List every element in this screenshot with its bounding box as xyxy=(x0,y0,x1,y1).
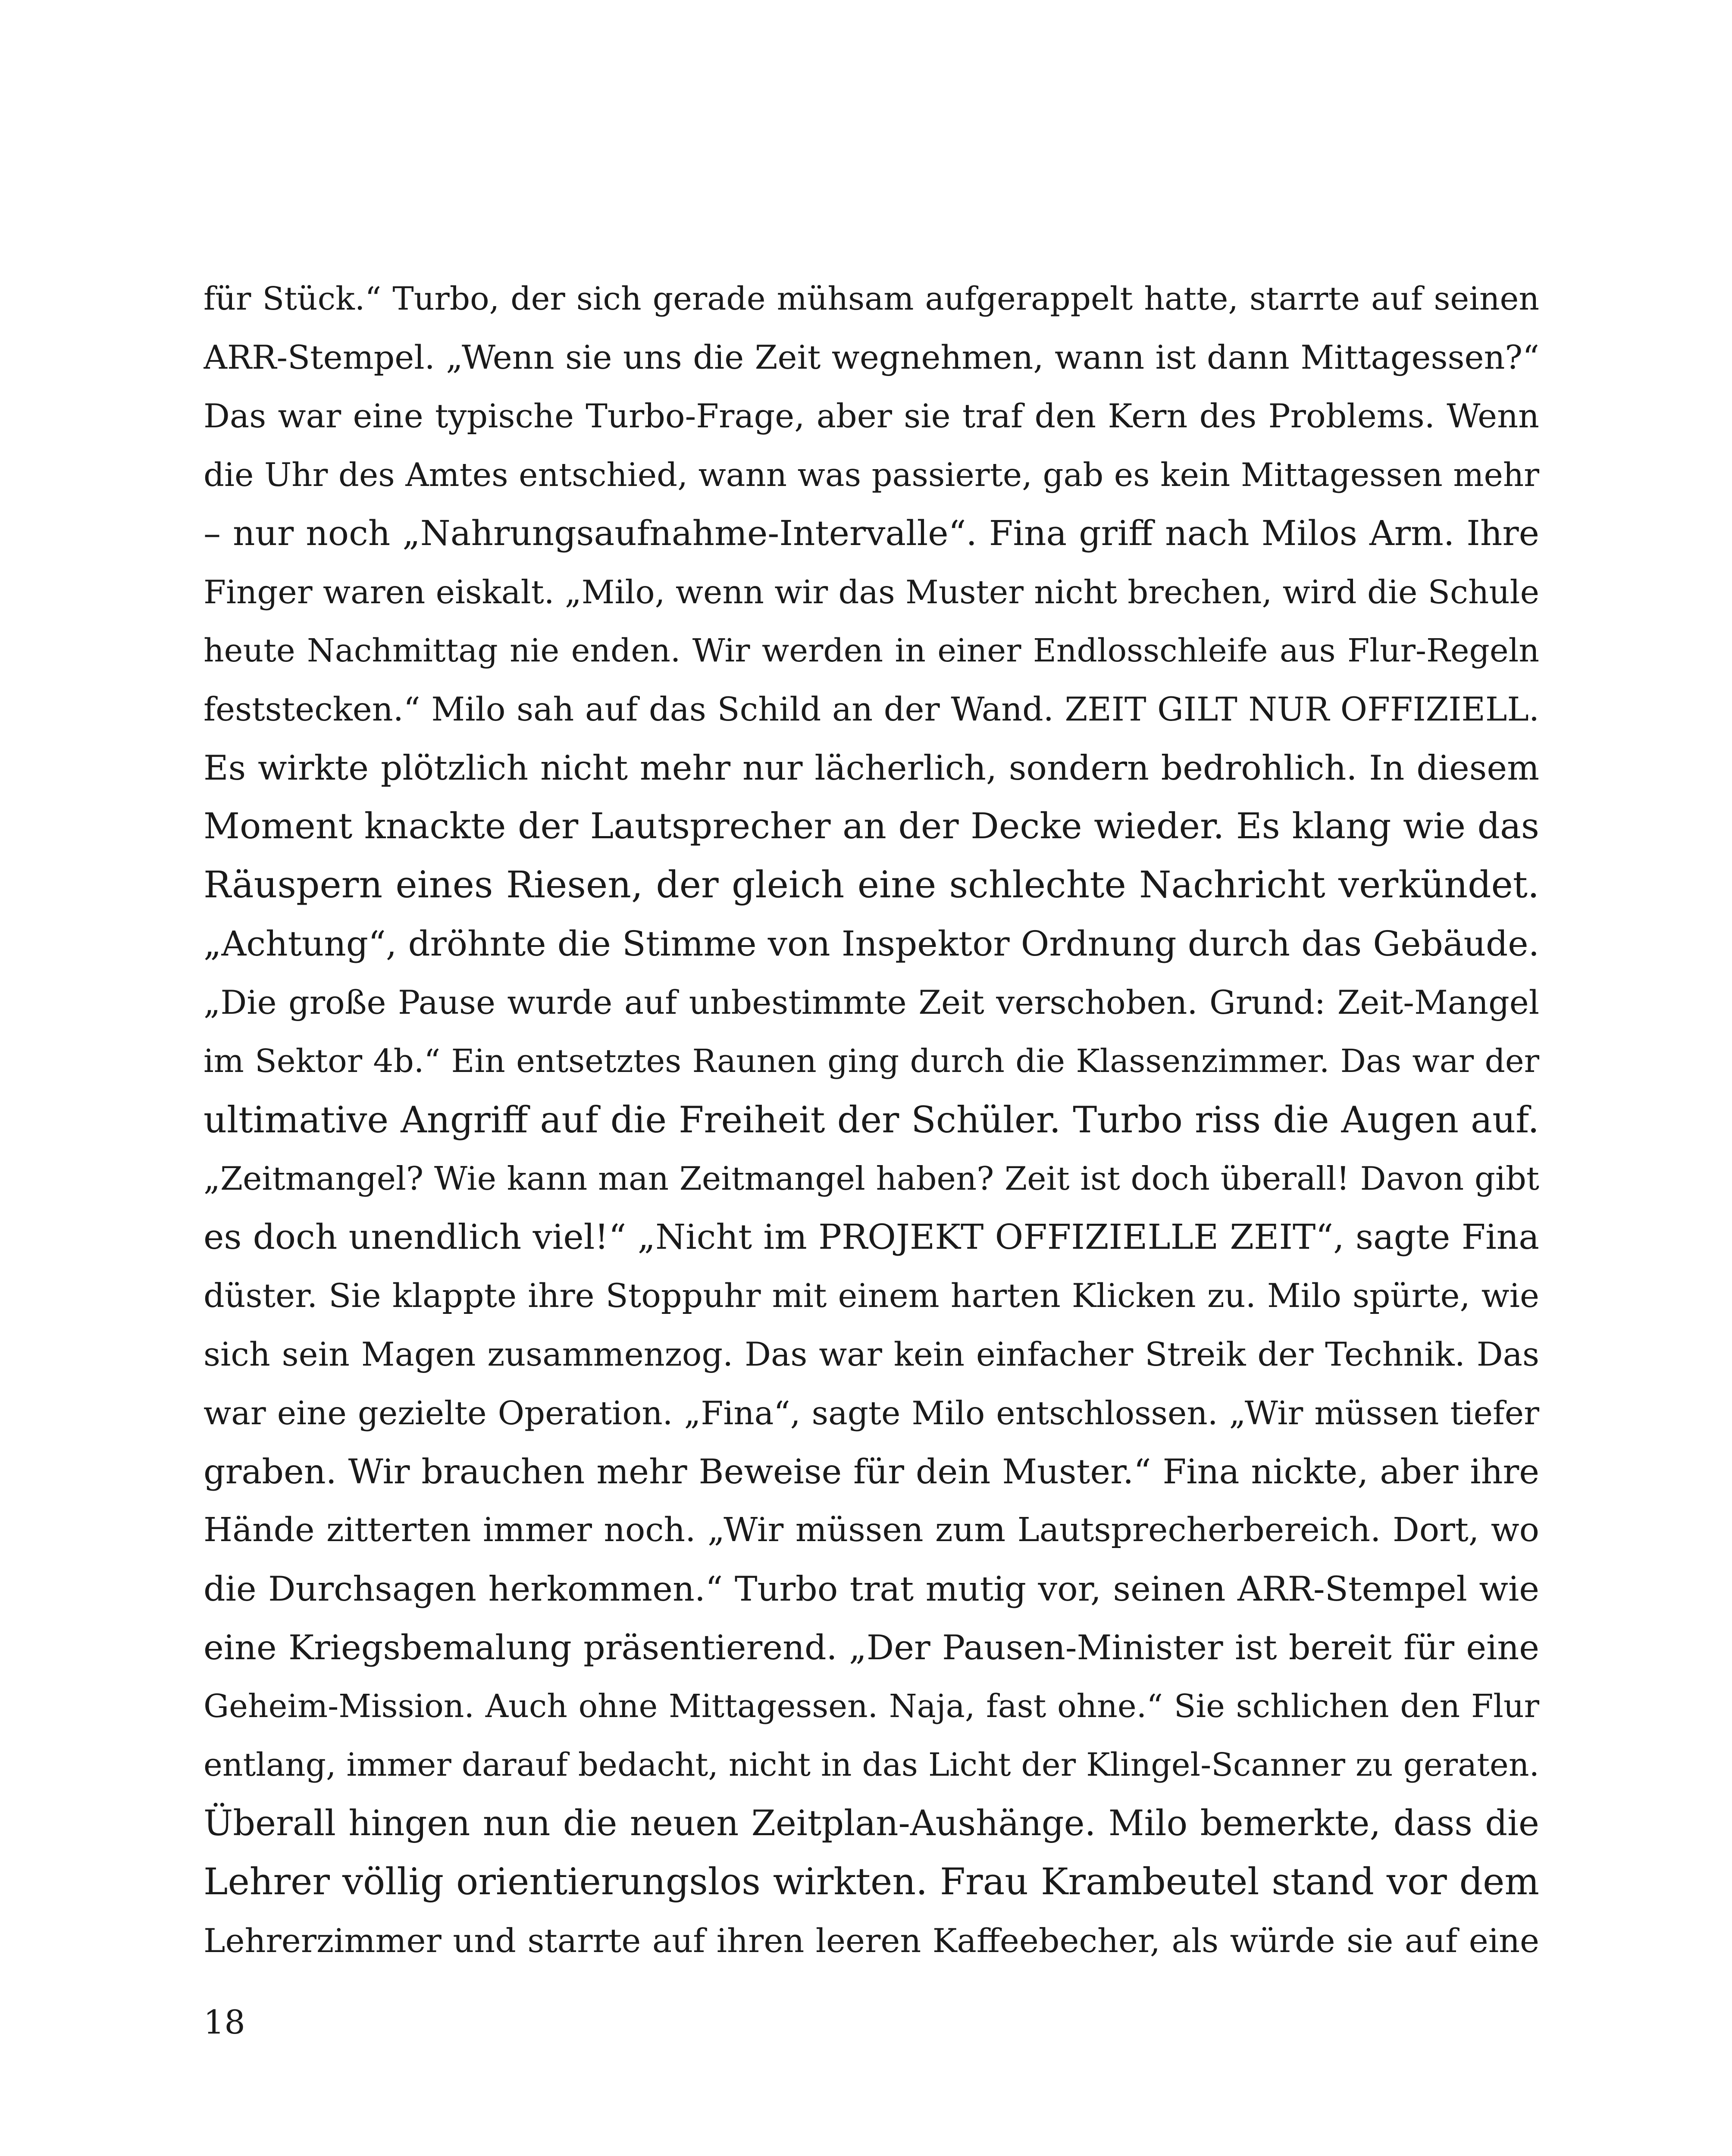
text-line: Geheim-Mission. Auch ohne Mittagessen. Naja, fast ohne.“ Sie schlichen den Flur xyxy=(204,1688,1539,1725)
text-line: Moment knackte der Lautsprecher an der Decke wieder. Es klang wie das xyxy=(204,806,1539,847)
text-line: heute Nachmittag nie enden. Wir werden in einer Endlosschleife aus Flur-Regeln xyxy=(204,632,1539,669)
text-line: Das war eine typische Turbo-Frage, aber sie traf den Kern des Problems. Wenn xyxy=(204,397,1539,435)
text-line: Lehrer völlig orientierungslos wirkten. Frau Krambeutel stand vor dem xyxy=(204,1861,1539,1903)
page-number: 18 xyxy=(204,2003,245,2041)
text-line: ARR-Stempel. „Wenn sie uns die Zeit wegnehmen, wann ist dann Mittagessen?“ xyxy=(204,338,1539,376)
text-line: für Stück.“ Turbo, der sich gerade mühsam aufgerappelt hatte, starrte auf seinen xyxy=(204,280,1539,317)
text-line: Finger waren eiskalt. „Milo, wenn wir das Muster nicht brechen, wird die Schule xyxy=(204,573,1539,611)
text-line: Räuspern eines Riesen, der gleich eine schlechte Nachricht verkündet. xyxy=(204,864,1539,906)
text-line: die Uhr des Amtes entschied, wann was passierte, gab es kein Mittagessen mehr xyxy=(204,456,1539,494)
text-line: ultimative Angriff auf die Freiheit der Schüler. Turbo riss die Augen auf. xyxy=(204,1099,1539,1141)
text-line: Hände zitterten immer noch. „Wir müssen zum Lautsprecherbereich. Dort, wo xyxy=(204,1511,1539,1549)
text-line: – nur noch „Nahrungsaufnahme-Intervalle“. Fina griff nach Milos Arm. Ihre xyxy=(204,513,1539,553)
text-line: es doch unendlich viel!“ „Nicht im PROJEKT OFFIZIELLE ZEIT“, sagte Fina xyxy=(204,1217,1539,1257)
text-line: „Zeitmangel? Wie kann man Zeitmangel haben? Zeit ist doch überall! Davon gibt xyxy=(204,1159,1539,1197)
text-line: Überall hingen nun die neuen Zeitplan-Aushänge. Milo bemerkte, dass die xyxy=(204,1803,1539,1844)
text-line: „Die große Pause wurde auf unbestimmte Zeit verschoben. Grund: Zeit-Mangel xyxy=(204,983,1539,1022)
body-text xyxy=(204,270,1539,1970)
text-line: die Durchsagen herkommen.“ Turbo trat mutig vor, seinen ARR-Stempel wie xyxy=(204,1569,1539,1609)
text-line: graben. Wir brauchen mehr Beweise für dein Muster.“ Fina nickte, aber ihre xyxy=(204,1452,1539,1492)
text-line: feststecken.“ Milo sah auf das Schild an der Wand. ZEIT GILT NUR OFFIZIELL. xyxy=(204,690,1539,728)
text-line: düster. Sie klappte ihre Stoppuhr mit einem harten Klicken zu. Milo spürte, wie xyxy=(204,1276,1539,1315)
text-line: eine Kriegsbemalung präsentierend. „Der Pausen-Minister ist bereit für eine xyxy=(204,1628,1539,1667)
text-line: im Sektor 4b.“ Ein entsetztes Raunen ging durch die Klassenzimmer. Das war der xyxy=(204,1043,1539,1080)
text-line: war eine gezielte Operation. „Fina“, sagte Milo entschlossen. „Wir müssen tiefer xyxy=(204,1394,1539,1432)
text-line: entlang, immer darauf bedacht, nicht in das Licht der Klingel-Scanner zu geraten. xyxy=(204,1746,1539,1783)
text-line: Es wirkte plötzlich nicht mehr nur lächerlich, sondern bedrohlich. In diesem xyxy=(204,748,1539,788)
text-line: „Achtung“, dröhnte die Stimme von Inspektor Ordnung durch das Gebäude. xyxy=(204,924,1539,964)
text-line: sich sein Magen zusammenzog. Das war kein einfacher Streik der Technik. Das xyxy=(204,1335,1539,1373)
text-line: Lehrerzimmer und starrte auf ihren leeren Kaffeebecher, als würde sie auf eine xyxy=(204,1921,1539,1960)
